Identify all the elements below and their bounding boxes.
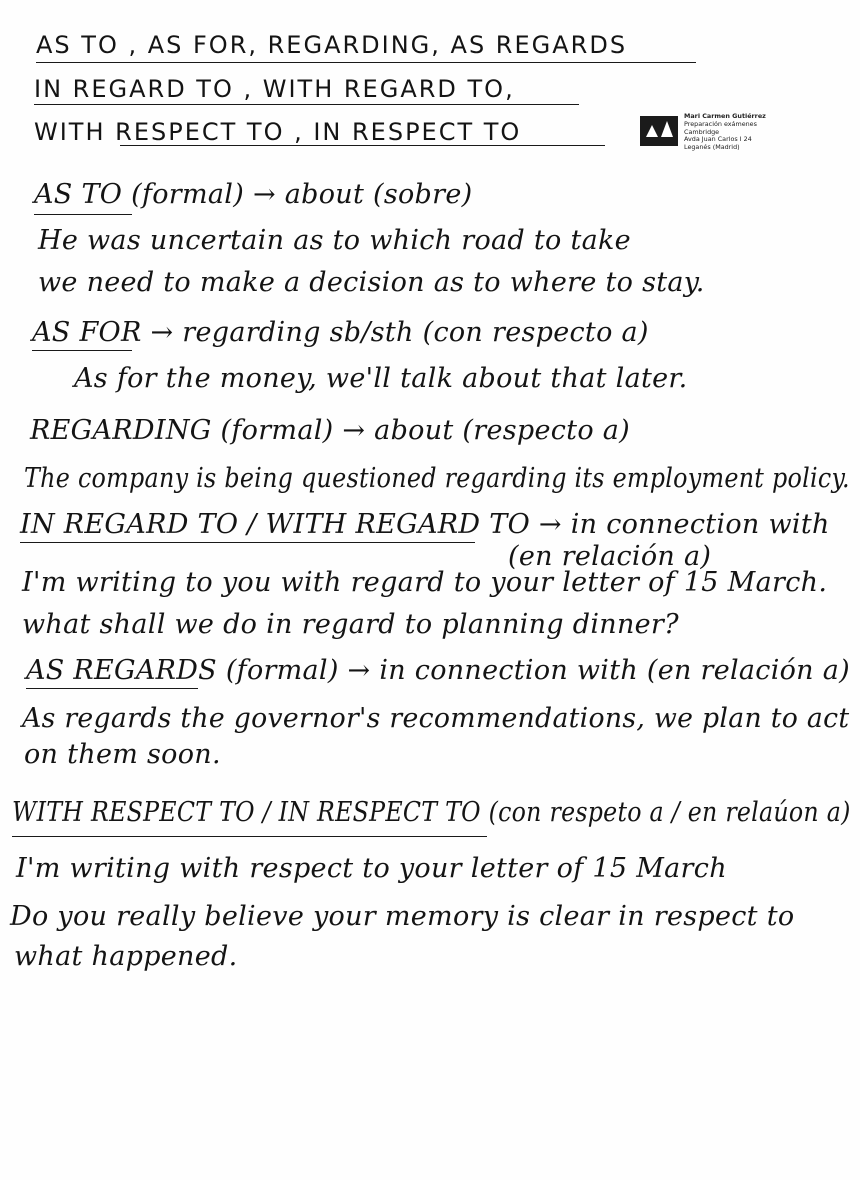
section-heading-in-regard-to-underline bbox=[20, 542, 475, 543]
example-line: As for the money, we'll talk about that later. bbox=[74, 363, 688, 394]
section-heading-as-to-underline bbox=[34, 214, 132, 215]
stamp-line-5: Leganés (Madrid) bbox=[684, 143, 740, 152]
header-line-2: IN REGARD TO , WITH REGARD TO, bbox=[34, 75, 515, 103]
example-line: The company is being questioned regarding its employment policy. bbox=[24, 463, 850, 494]
example-line: what happened. bbox=[14, 941, 238, 972]
section-heading-in-regard-to: IN REGARD TO / WITH REGARD TO → in connection with bbox=[20, 509, 830, 540]
example-line: we need to make a decision as to where to stay. bbox=[38, 267, 705, 298]
example-line: what shall we do in regard to planning dinner? bbox=[22, 609, 679, 640]
example-line: Do you really believe your memory is clear in respect to bbox=[10, 901, 795, 932]
header-line-2-underline bbox=[34, 104, 579, 105]
header-line-1-underline bbox=[36, 62, 696, 63]
stamp-line-2: Preparación exámenes bbox=[684, 119, 757, 128]
teacher-stamp bbox=[640, 113, 770, 155]
section-heading-with-respect-to: WITH RESPECT TO / IN RESPECT TO (con respeto a / en relaúon a) bbox=[12, 797, 851, 828]
header-line-3: WITH RESPECT TO , IN RESPECT TO bbox=[34, 118, 522, 146]
section-heading-as-for-underline bbox=[32, 350, 132, 351]
example-line: He was uncertain as to which road to take bbox=[38, 225, 631, 256]
section-heading-with-respect-to-underline bbox=[12, 836, 487, 837]
section-heading-as-regards-underline bbox=[26, 688, 198, 689]
section-note: (en relación a) bbox=[508, 541, 712, 572]
header-line-1: AS TO , AS FOR, REGARDING, AS REGARDS bbox=[36, 31, 628, 59]
stamp-text bbox=[684, 113, 766, 152]
example-line: I'm writing with respect to your letter of 15 March bbox=[16, 853, 727, 884]
section-heading-as-to: AS TO (formal) → about (sobre) bbox=[34, 179, 473, 210]
stamp-line-4: Avda Juan Carlos I 24 bbox=[684, 135, 752, 144]
example-line: on them soon. bbox=[24, 739, 221, 770]
section-heading-regarding: REGARDING (formal) → about (respecto a) bbox=[30, 415, 631, 446]
stamp-logo-icon bbox=[640, 116, 678, 146]
example-line: I'm writing to you with regard to your letter of 15 March. bbox=[22, 567, 828, 598]
example-line: As regards the governor's recommendations, we plan to act bbox=[22, 703, 850, 734]
section-heading-as-regards: AS REGARDS (formal) → in connection with (en relación a) bbox=[26, 655, 850, 686]
header-line-3-underline bbox=[120, 145, 605, 146]
stamp-name: Mari Carmen Gutiérrez bbox=[684, 112, 766, 120]
section-heading-as-for: AS FOR → regarding sb/sth (con respecto a) bbox=[32, 317, 649, 348]
stamp-line-3: Cambridge bbox=[684, 127, 720, 136]
